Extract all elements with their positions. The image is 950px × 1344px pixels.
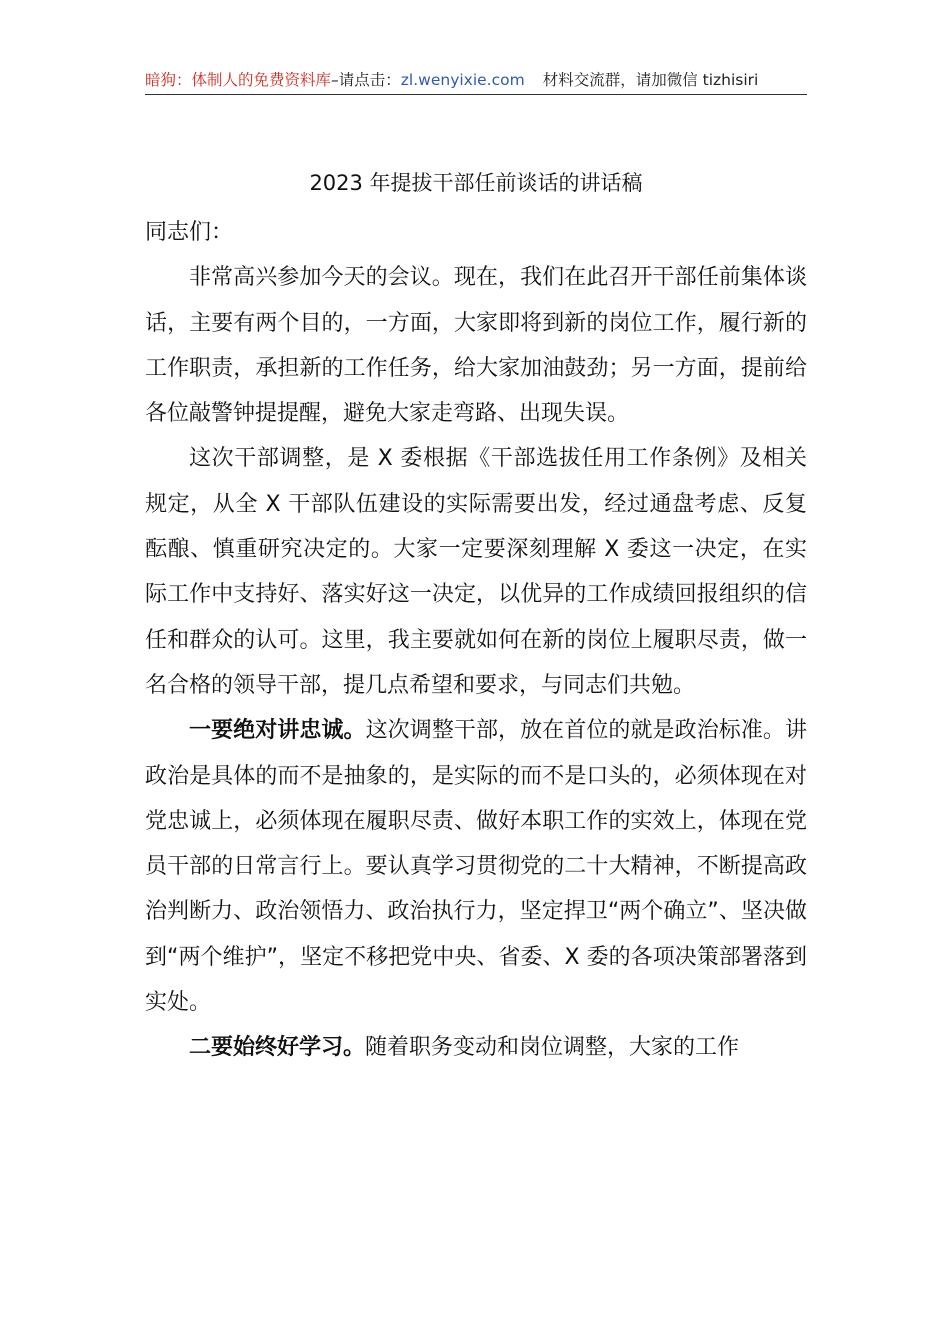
paragraph-text: 非常高兴参加今天的会议。现在，我们在此召开干部任前集体谈话，主要有两个目的，一方面，大家即将到新的岗位工作，履行新的工作职责，承担新的工作任务，给大家加油鼓劲；另一方面，提前给各位敲警钟提提醒，避免大家走弯路、出现失误。 (145, 265, 807, 427)
paragraph-1 (145, 255, 807, 436)
paragraph-text: 这次干部调整，是 X 委根据《干部选拔任用工作条例》及相关规定，从全 X 干部队伍建设的实际需要出发，经过通盘考虑、反复酝酿、慎重研究决定的。大家一定要深刻理解 X 委这一决定，在实际工作中支持好、落实好这一决定，以优异的工作成绩回报组织的信任和群众的认可。这里，我主要就如何在新的岗位上履职尽责，做一名合格的领导干部，提几点希望和要求，与同志们共勉。 (145, 446, 807, 698)
document-body (145, 210, 807, 1071)
header-brand: 暗狗：体制人的免费资料库 (145, 71, 332, 89)
header-contact: 材料交流群，请加微信 tizhisiri (542, 71, 759, 89)
header-link[interactable]: zl.wenyixie.com (400, 71, 525, 89)
header-prompt: –请点击： (331, 71, 401, 89)
paragraph-lead: 一要绝对讲忠诚。 (189, 718, 366, 744)
paragraph-text: 这次调整干部，放在首位的就是政治标准。讲政治是具体的而不是抽象的，是实际的而不是口头的，必须体现在对党忠诚上，必须体现在履职尽责、做好本职工作的实效上，体现在党员干部的日常言行上。要认真学习贯彻党的二十大精神，不断提高政治判断力、政治领悟力、政治执行力，坚定捍卫“两个确立”、坚决做到“两个维护”，坚定不移把党中央、省委、X 委的各项决策部署落到实处。 (145, 718, 807, 1016)
salutation: 同志们： (145, 220, 234, 245)
page-header (145, 68, 807, 95)
paragraph-2 (145, 436, 807, 708)
paragraph-3 (145, 708, 807, 1025)
document-title: 2023 年提拔干部任前谈话的讲话稿 (309, 171, 643, 195)
paragraph-4 (145, 1025, 807, 1070)
paragraph-lead: 二要始终好学习。 (189, 1035, 366, 1061)
paragraph-text: 随着职务变动和岗位调整，大家的工作 (365, 1035, 740, 1061)
